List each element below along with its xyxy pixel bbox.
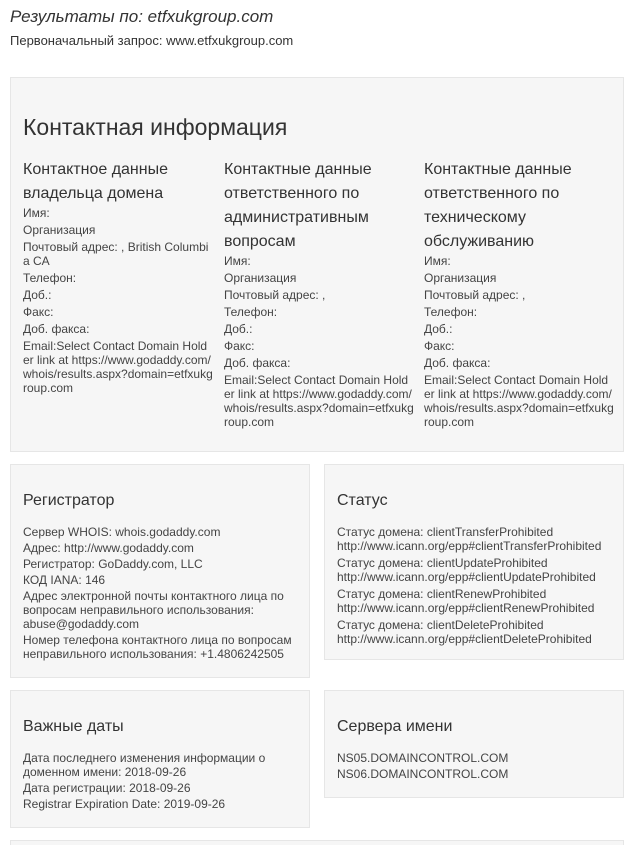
admin-fax: Факс: bbox=[224, 339, 255, 353]
admin-org: Организация bbox=[224, 271, 297, 285]
status-url: http://www.icann.org/epp#clientTransferProhibited bbox=[337, 539, 602, 553]
original-query bbox=[10, 33, 293, 48]
registrar-body bbox=[23, 525, 299, 661]
status-item bbox=[337, 556, 613, 584]
next-panel-edge bbox=[10, 840, 624, 845]
nameserver-item: NS06.DOMAINCONTROL.COM bbox=[337, 767, 509, 781]
tech-org: Организация bbox=[424, 271, 497, 285]
registrar-address: Адрес: http://www.godaddy.com bbox=[23, 541, 194, 555]
admin-email: Email:Select Contact Domain Holder link at https://www.godaddy.com/whois/results.aspx?domain=etfxukgroup.com bbox=[224, 373, 414, 429]
admin-contact bbox=[224, 158, 414, 429]
nameserver-item: NS05.DOMAINCONTROL.COM bbox=[337, 751, 509, 765]
status-label: Статус домена: clientDeleteProhibited bbox=[337, 618, 544, 632]
tech-address: Почтовый адрес: , bbox=[424, 288, 526, 302]
nameservers-body bbox=[337, 751, 613, 781]
owner-heading: Контактное данные владельца домена bbox=[23, 161, 168, 202]
tech-phone: Телефон: bbox=[424, 305, 478, 319]
dates-title: Важные даты bbox=[23, 718, 124, 735]
created-date: Дата регистрации: 2018-09-26 bbox=[23, 781, 191, 795]
admin-fax-ext: Доб. факса: bbox=[224, 356, 291, 370]
admin-name: Имя: bbox=[224, 254, 251, 268]
admin-ext: Доб.: bbox=[224, 322, 253, 336]
owner-name: Имя: bbox=[23, 206, 50, 220]
owner-email: Email:Select Contact Domain Holder link at https://www.godaddy.com/whois/results.aspx?domain=etfxukgroup.com bbox=[23, 339, 213, 395]
tech-name: Имя: bbox=[424, 254, 451, 268]
updated-date: Дата последнего изменения информации о доменном имени: 2018-09-26 bbox=[23, 751, 266, 779]
status-url: http://www.icann.org/epp#clientDeleteProhibited bbox=[337, 632, 592, 646]
status-label: Статус домена: clientRenewProhibited bbox=[337, 587, 547, 601]
dates-body bbox=[23, 751, 299, 811]
tech-contact bbox=[424, 158, 614, 429]
owner-fax: Факс: bbox=[23, 305, 54, 319]
owner-phone: Телефон: bbox=[23, 271, 77, 285]
registrar-title: Регистратор bbox=[23, 492, 115, 509]
contact-info-title: Контактная информация bbox=[23, 114, 288, 140]
owner-org: Организация bbox=[23, 223, 96, 237]
result-domain: etfxukgroup.com bbox=[147, 7, 274, 26]
status-item bbox=[337, 587, 613, 615]
whois-server: Сервер WHOIS: whois.godaddy.com bbox=[23, 525, 221, 539]
admin-heading: Контактные данные ответственного по административным вопросам bbox=[224, 161, 372, 250]
admin-address: Почтовый адрес: , bbox=[224, 288, 326, 302]
tech-fax-ext: Доб. факса: bbox=[424, 356, 491, 370]
owner-address: Почтовый адрес: , British Columbia CA bbox=[23, 240, 209, 268]
status-item bbox=[337, 525, 613, 553]
owner-fax-ext: Доб. факса: bbox=[23, 322, 90, 336]
tech-fax: Факс: bbox=[424, 339, 455, 353]
page-title bbox=[10, 7, 273, 27]
owner-ext: Доб.: bbox=[23, 288, 52, 302]
status-url: http://www.icann.org/epp#clientUpdateProhibited bbox=[337, 570, 596, 584]
iana-code: КОД IANA: 146 bbox=[23, 573, 106, 587]
abuse-phone: Номер телефона контактного лица по вопросам неправильного использования: +1.4806242505 bbox=[23, 633, 292, 661]
status-panel bbox=[324, 464, 624, 660]
tech-ext: Доб.: bbox=[424, 322, 453, 336]
owner-contact bbox=[23, 158, 213, 395]
status-label: Статус домена: clientTransferProhibited bbox=[337, 525, 554, 539]
abuse-email: Адрес электронной почты контактного лица по вопросам неправильного использования: abuse@godaddy.com bbox=[23, 589, 284, 631]
original-query-label: Первоначальный запрос: bbox=[10, 33, 167, 48]
tech-email: Email:Select Contact Domain Holder link at https://www.godaddy.com/whois/results.aspx?domain=etfxukgroup.com bbox=[424, 373, 614, 429]
original-query-value: www.etfxukgroup.com bbox=[166, 33, 294, 48]
status-label: Статус домена: clientUpdateProhibited bbox=[337, 556, 548, 570]
registrar-name: Регистратор: GoDaddy.com, LLC bbox=[23, 557, 203, 571]
nameservers-panel bbox=[324, 690, 624, 798]
status-url: http://www.icann.org/epp#clientRenewProhibited bbox=[337, 601, 595, 615]
results-prefix: Результаты по: bbox=[10, 7, 148, 26]
contact-info-panel bbox=[10, 77, 624, 452]
tech-heading: Контактные данные ответственного по техническому обслуживанию bbox=[424, 161, 572, 250]
status-title: Статус bbox=[337, 492, 388, 509]
registrar-panel bbox=[10, 464, 310, 678]
expiration-date: Registrar Expiration Date: 2019-09-26 bbox=[23, 797, 226, 811]
nameservers-title: Сервера имени bbox=[337, 718, 453, 735]
status-body bbox=[337, 525, 613, 646]
important-dates-panel bbox=[10, 690, 310, 828]
status-item bbox=[337, 618, 613, 646]
admin-phone: Телефон: bbox=[224, 305, 278, 319]
